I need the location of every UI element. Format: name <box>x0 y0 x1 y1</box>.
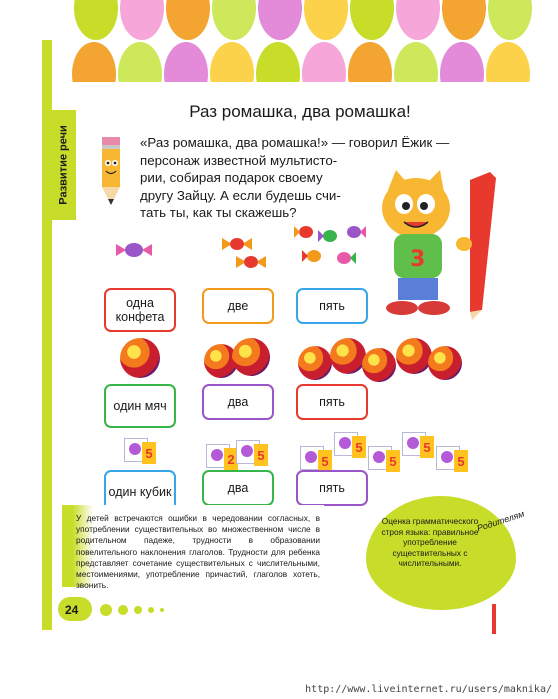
intro-line: персонаж известной мультисто- <box>140 152 338 168</box>
cube-icon: 5 <box>300 446 324 470</box>
cube-icon: 2 <box>206 444 230 468</box>
answer-label: пять <box>319 481 345 495</box>
decor-dot <box>148 607 154 613</box>
decor-oval <box>74 0 118 40</box>
ball-icon <box>232 338 270 376</box>
decor-oval <box>396 0 440 40</box>
pencil-character-icon <box>98 137 124 207</box>
answer-label: две <box>227 299 249 313</box>
intro-line: тать ты, как ты скажешь? <box>140 205 297 220</box>
decor-dot <box>134 606 142 614</box>
cube-icon: 5 <box>124 438 148 462</box>
ball-icon <box>362 348 396 382</box>
decor-dot <box>100 604 112 616</box>
page-number: 24 <box>65 603 79 617</box>
decor-oval <box>166 0 210 40</box>
cube-icon: 5 <box>236 440 260 464</box>
kitten-with-pencil-icon <box>372 170 502 320</box>
answer-label: пять <box>319 299 345 313</box>
ball-icon <box>396 338 432 374</box>
answer-label: два <box>227 395 249 409</box>
cube-icon: 5 <box>402 432 426 456</box>
decor-oval <box>212 0 256 40</box>
answer-box[interactable] <box>202 470 274 506</box>
decor-oval <box>120 0 164 40</box>
intro-line: «Раз ромашка, два ромашка!» — говорил Ёжик — <box>140 135 450 150</box>
decor-oval <box>258 0 302 40</box>
decor-stripe <box>492 604 496 634</box>
answer-box[interactable] <box>104 288 176 332</box>
answer-label: одна конфета <box>115 296 165 324</box>
answer-label: пять <box>319 395 345 409</box>
intro-line: другу Зайцу. А если будешь счи- <box>140 187 341 203</box>
decor-oval <box>442 0 486 40</box>
teacher-note <box>62 505 324 591</box>
section-tab <box>52 110 76 220</box>
candy-icon <box>222 234 266 270</box>
parents-label: Родителям <box>475 508 526 534</box>
cube-icon: 5 <box>334 432 358 456</box>
answer-box[interactable] <box>202 384 274 420</box>
svg-text:3: 3 <box>410 247 426 272</box>
decor-dot <box>118 605 128 615</box>
section-label: Развитие речи <box>58 125 71 205</box>
ball-icon <box>428 346 462 380</box>
decor-oval <box>304 0 348 40</box>
teacher-note-text: У детей встречаются ошибки в чередовании согласных, в употреблении существительных во множественном числе в родительном падеже, трудности в образовании повелительного наклонения глаголов. Трудности для ребенка представляет сочетание существительных с числительными, местоимениями, употребление причастий, глаголов хотеть, звонить. <box>76 513 320 591</box>
intro-line: рии, собирая подарок своему <box>140 170 323 185</box>
watermark: http://www.liveinternet.ru/users/maknika/ <box>305 684 552 695</box>
answer-box[interactable] <box>296 288 368 324</box>
decor-dot <box>160 608 164 612</box>
answer-box[interactable] <box>296 384 368 420</box>
page-title: Раз ромашка, два ромашка! <box>189 102 411 121</box>
answer-label: два <box>227 481 249 495</box>
answer-box[interactable] <box>104 384 176 428</box>
parents-text: Оценка грамматического строя языка: правильное употребление существительных с числительными. <box>381 516 479 568</box>
cube-icon: 5 <box>368 446 392 470</box>
decor-oval <box>350 0 394 40</box>
answer-box[interactable] <box>296 470 368 506</box>
candy-icon <box>116 240 152 260</box>
answer-label: один мяч <box>113 399 167 413</box>
answer-label: один кубик <box>108 485 172 499</box>
ball-icon <box>120 338 160 378</box>
answer-box[interactable] <box>202 288 274 324</box>
ball-icon <box>330 338 366 374</box>
ball-icon <box>298 346 332 380</box>
candy-icon <box>290 222 370 272</box>
left-green-bar <box>42 40 52 630</box>
top-decoration <box>52 0 558 90</box>
cube-icon: 5 <box>436 446 460 470</box>
decor-oval <box>488 0 532 40</box>
